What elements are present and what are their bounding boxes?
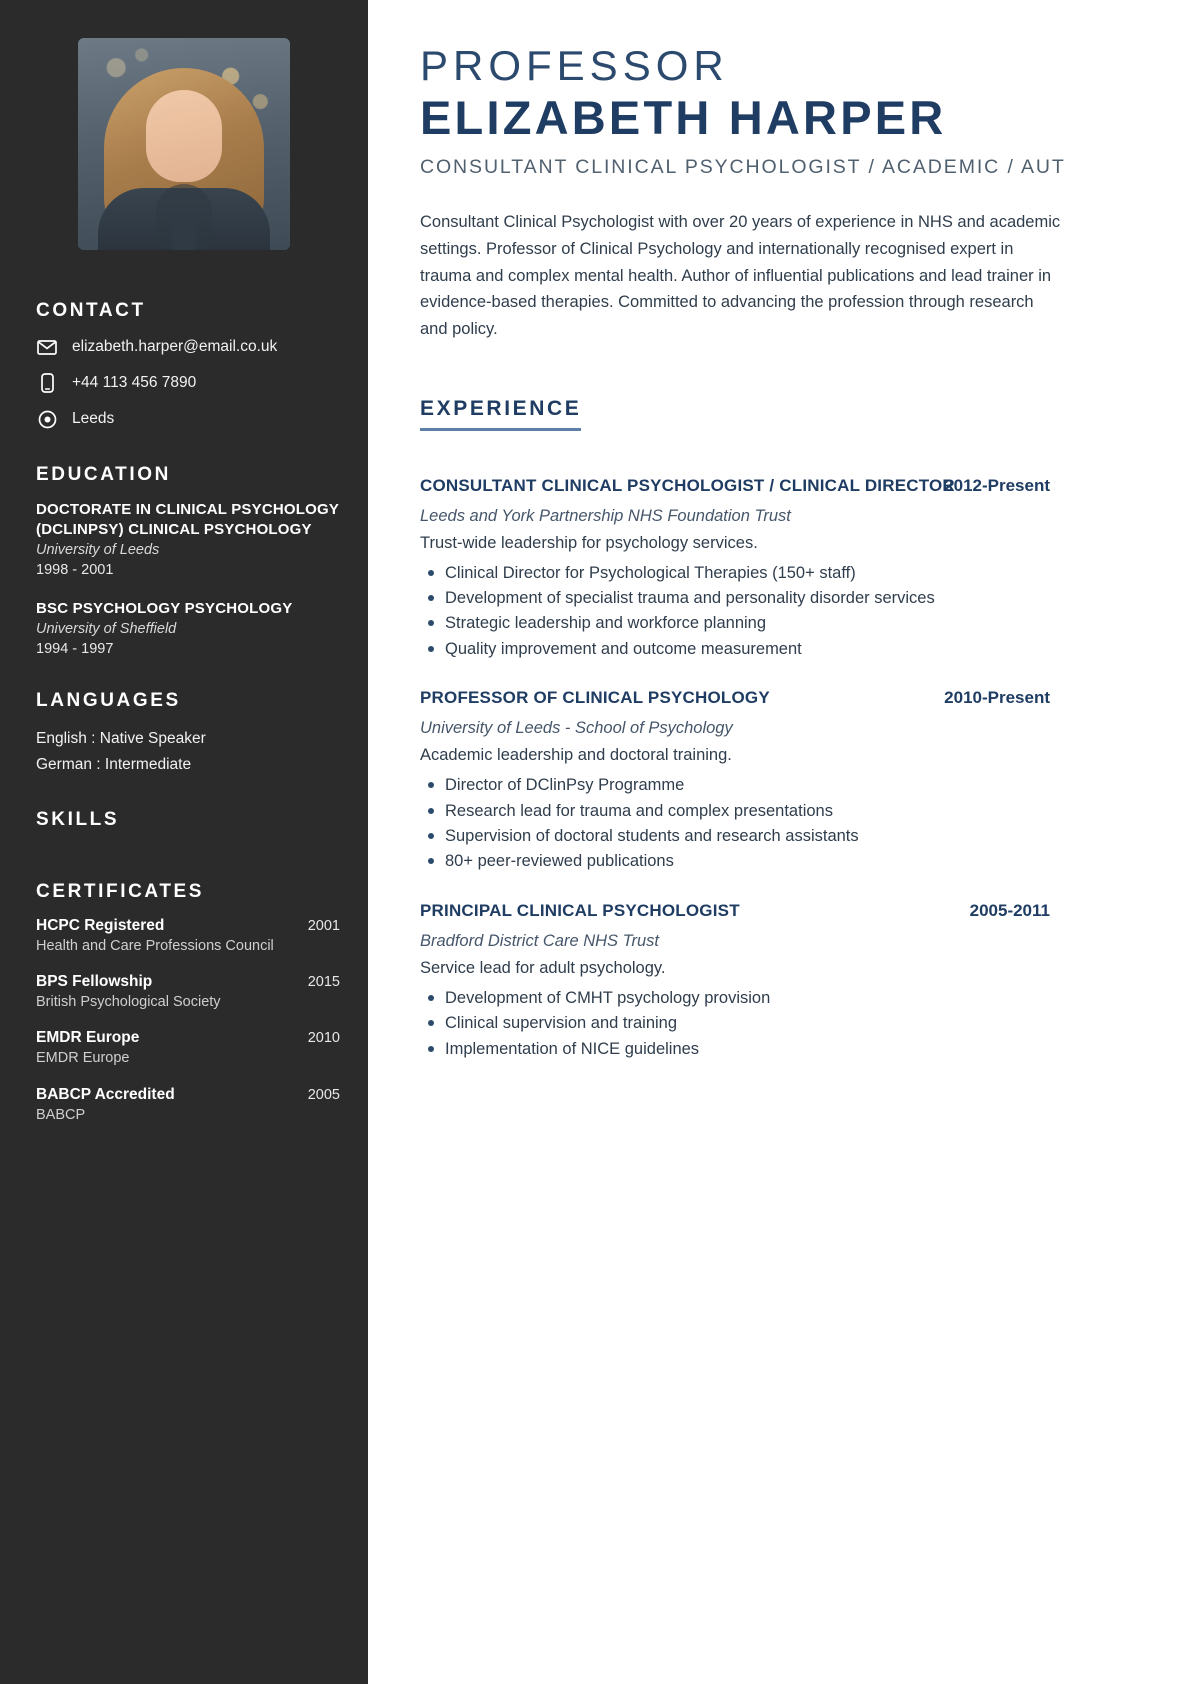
job-bullets <box>420 561 1190 662</box>
experience-item <box>420 476 1190 662</box>
language-item: English : Native Speaker <box>36 729 206 747</box>
job-title: PROFESSOR OF CLINICAL PSYCHOLOGY <box>420 688 770 708</box>
job-bullet: Strategic leadership and workforce planning <box>420 611 1190 635</box>
profile-photo <box>78 38 290 250</box>
experience-item-header <box>420 901 1190 923</box>
experience-item-header <box>420 688 1190 710</box>
job-organization: University of Leeds - School of Psychology <box>420 719 733 738</box>
job-bullet: 80+ peer-reviewed publications <box>420 849 1190 873</box>
job-bullets <box>420 773 1190 874</box>
contact-row-email <box>36 336 340 358</box>
certificate-name: BPS Fellowship <box>36 973 153 991</box>
experience-item <box>420 688 1190 874</box>
certificate-name: EMDR Europe <box>36 1029 140 1047</box>
skills-heading: SKILLS <box>36 808 120 830</box>
job-description: Service lead for adult psychology. <box>420 958 666 977</box>
job-organization: Leeds and York Partnership NHS Foundation Trust <box>420 506 791 525</box>
job-description: Academic leadership and doctoral training. <box>420 746 732 765</box>
education-item <box>36 599 340 659</box>
education-school: University of Leeds <box>36 541 160 558</box>
job-bullet: Supervision of doctoral students and research assistants <box>420 824 1190 848</box>
experience-item <box>420 901 1190 1061</box>
candidate-name: ELIZABETH HARPER <box>420 91 947 145</box>
contact-heading: CONTACT <box>36 300 146 321</box>
certificates-section <box>0 881 368 1125</box>
education-heading: EDUCATION <box>36 464 171 485</box>
main-content <box>368 0 1190 1684</box>
certificate-item <box>36 973 340 1012</box>
certificate-year: 2005 <box>307 1086 340 1103</box>
job-organization: Bradford District Care NHS Trust <box>420 931 659 950</box>
certificate-year: 2001 <box>307 917 340 934</box>
languages-section <box>0 690 368 779</box>
certificate-item <box>36 917 340 956</box>
skills-list-empty <box>36 845 340 851</box>
job-bullet: Development of specialist trauma and personality disorder services <box>420 586 1190 610</box>
contact-phone[interactable]: +44 113 456 7890 <box>72 373 197 391</box>
sidebar <box>0 0 368 1684</box>
certificate-header <box>36 1029 340 1047</box>
education-school: University of Sheffield <box>36 620 177 637</box>
certificate-header <box>36 973 340 991</box>
job-bullet: Implementation of NICE guidelines <box>420 1037 1190 1061</box>
job-date: 2012-Present <box>944 475 1050 495</box>
job-date: 2005-2011 <box>969 900 1050 920</box>
certificate-year: 2010 <box>307 1030 340 1047</box>
profile-summary: Consultant Clinical Psychologist with over 20 years of experience in NHS and academic settings. Professor of Clinical Psychology and internationally recognised expert in trauma and complex mental health. Author of influential publications and lead trainer in evidence-based therapies. Committed to advancing the profession through research and policy. <box>420 213 1061 338</box>
experience-heading: EXPERIENCE <box>420 397 581 431</box>
skills-section <box>0 809 368 851</box>
education-section <box>0 464 368 660</box>
education-item <box>36 500 340 580</box>
phone-icon <box>36 372 58 394</box>
languages-heading: LANGUAGES <box>36 689 181 711</box>
certificates-heading: CERTIFICATES <box>36 880 205 902</box>
job-description: Trust-wide leadership for psychology services. <box>420 533 758 552</box>
certificate-org: Health and Care Professions Council <box>36 937 274 954</box>
envelope-icon <box>36 336 58 358</box>
job-date: 2010-Present <box>944 688 1050 708</box>
certificate-item <box>36 1086 340 1125</box>
job-bullet: Development of CMHT psychology provision <box>420 986 1190 1010</box>
certificate-name: HCPC Registered <box>36 916 165 934</box>
job-title: CONSULTANT CLINICAL PSYCHOLOGIST / CLINICAL DIRECTOR <box>420 475 955 495</box>
professional-headline: CONSULTANT CLINICAL PSYCHOLOGIST / ACADEMIC / AUT <box>420 156 1066 179</box>
job-bullet: Research lead for trauma and complex presentations <box>420 799 1190 823</box>
profile-photo-image <box>78 38 290 250</box>
contact-location: Leeds <box>72 409 115 427</box>
language-item: German : Intermediate <box>36 756 192 774</box>
certificate-item <box>36 1029 340 1068</box>
certificate-org: BABCP <box>36 1106 86 1123</box>
job-title: PRINCIPAL CLINICAL PSYCHOLOGIST <box>420 900 740 920</box>
education-dates: 1994 - 1997 <box>36 641 114 658</box>
certificate-year: 2015 <box>307 974 340 991</box>
job-bullet: Clinical Director for Psychological Therapies (150+ staff) <box>420 561 1190 585</box>
certificate-header <box>36 917 340 935</box>
contact-email[interactable]: elizabeth.harper@email.co.uk <box>72 337 278 355</box>
location-pin-icon <box>36 408 58 430</box>
certificate-header <box>36 1086 340 1104</box>
job-bullet: Quality improvement and outcome measurement <box>420 637 1190 661</box>
job-bullet: Clinical supervision and training <box>420 1011 1190 1035</box>
job-bullets <box>420 986 1190 1061</box>
certificate-org: EMDR Europe <box>36 1050 130 1067</box>
education-dates: 1998 - 2001 <box>36 561 114 578</box>
contact-row-phone <box>36 372 340 394</box>
contact-row-location <box>36 408 340 430</box>
education-degree: DOCTORATE IN CLINICAL PSYCHOLOGY (DCLINPSY) CLINICAL PSYCHOLOGY <box>36 501 339 538</box>
experience-item-header <box>420 476 1190 498</box>
certificate-org: British Psychological Society <box>36 994 221 1011</box>
contact-section <box>0 300 368 430</box>
profile-photo-torso <box>98 188 270 250</box>
education-degree: BSC PSYCHOLOGY PSYCHOLOGY <box>36 600 293 618</box>
name-prefix: PROFESSOR <box>420 42 729 89</box>
certificate-name: BABCP Accredited <box>36 1085 175 1103</box>
job-bullet: Director of DClinPsy Programme <box>420 773 1190 797</box>
